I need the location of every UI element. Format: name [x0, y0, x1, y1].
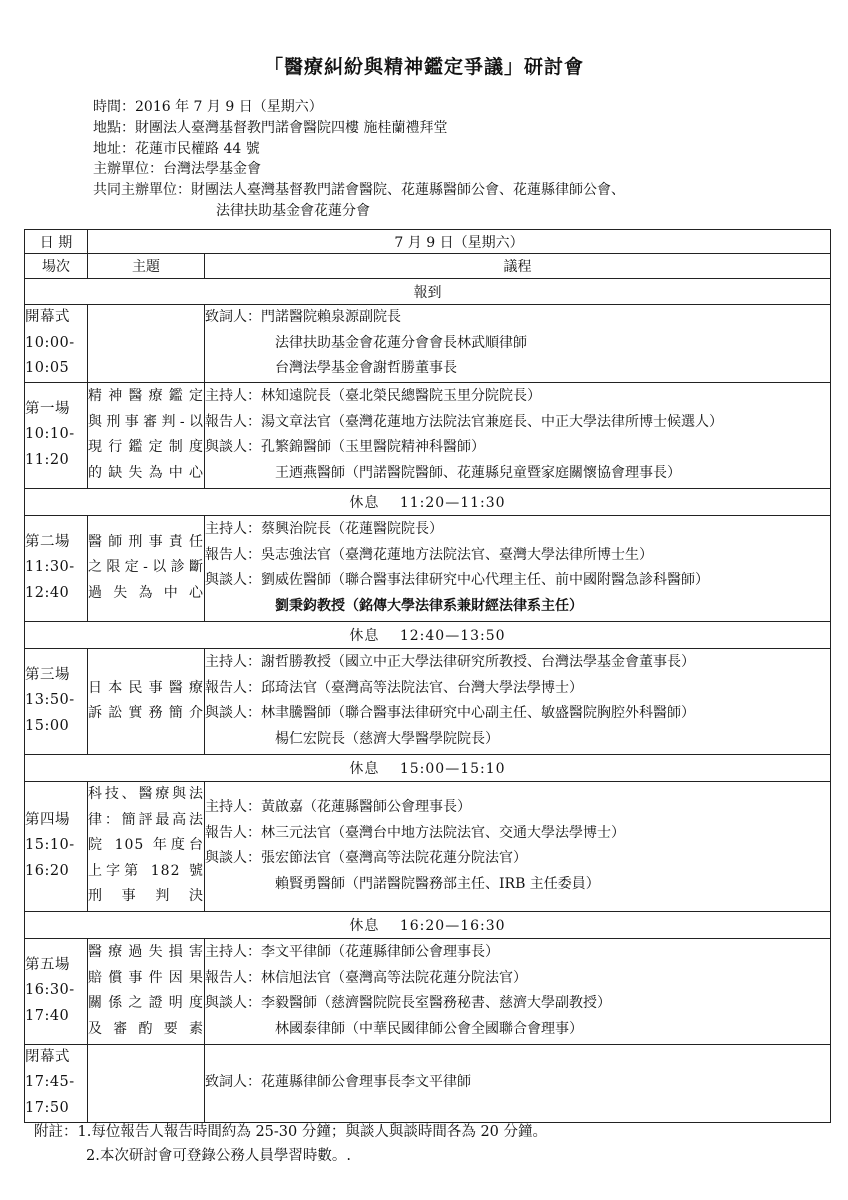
closing-agenda: 致詞人：花蓮縣律師公會理事長李文平律師 [205, 1044, 831, 1122]
event-organizer: 主辦單位：台灣法學基金會 [93, 161, 261, 178]
table-row-session-1 [25, 382, 831, 488]
break-2: 休息 12:40—13:50 [25, 621, 831, 648]
table-row-break-1 [25, 488, 831, 515]
table-row-registration [25, 279, 831, 305]
event-address: 地址：花蓮市民權路 44 號 [93, 140, 260, 157]
session-5-topic: 醫療過失損害 賠償事件因果 關係之證明度 及審酌要素 [88, 938, 205, 1044]
event-co-organizers: 共同主辦單位：財團法人臺灣基督教門諾會醫院、花蓮縣醫師公會、花蓮縣律師公會、 [93, 182, 625, 199]
session-2-label: 第二場 11:30- 12:40 [25, 515, 88, 621]
session-1-agenda: 主持人：林知遠院長（臺北榮民總醫院玉里分院院長） 報告人：湯文章法官（臺灣花蓮地方法院法官兼庭長、中正大學法律所博士候選人） 與談人：孔繁錦醫師（玉里醫院精神科醫師） 王迺燕醫師（門諾醫院醫師、花蓮縣兒童暨家庭關懷協會理事長） [205, 382, 831, 488]
table-row-break-2 [25, 621, 831, 648]
session-1-label: 第一場 10:10- 11:20 [25, 382, 88, 488]
event-time: 時間：2016 年 7 月 9 日（星期六） [93, 99, 323, 115]
table-row-closing [25, 1044, 831, 1122]
session-3-agenda: 主持人：謝哲勝教授（國立中正大學法律研究所教授、台灣法學基金會董事長） 報告人：邱琦法官（臺灣高等法院法官、台灣大學法學博士） 與談人：林聿騰醫師（聯合醫事法律研究中心副主任、敏盛醫院胸腔外科醫師） 楊仁宏院長（慈濟大學醫學院院長） [205, 648, 831, 754]
session-4-label: 第四場 15:10- 16:20 [25, 781, 88, 911]
registration-cell: 報到 [25, 279, 831, 305]
session-1-topic: 精神醫療鑑定 與刑事審判-以 現行鑑定制度 的缺失為中心 [88, 382, 205, 488]
topic-header: 主題 [88, 254, 205, 279]
opening-agenda: 致詞人：門諾醫院賴泉源副院長 法律扶助基金會花蓮分會會長林武順律師 台灣法學基金會謝哲勝董事長 [205, 305, 831, 383]
table-row-session-4 [25, 781, 831, 911]
event-co-organizers-cont: 法律扶助基金會花蓮分會 [216, 202, 370, 219]
opening-topic [88, 305, 205, 383]
table-row-break-3 [25, 754, 831, 781]
table-row-break-4 [25, 911, 831, 938]
session-5-agenda: 主持人：李文平律師（花蓮縣律師公會理事長） 報告人：林信旭法官（臺灣高等法院花蓮分院法官） 與談人：李毅醫師（慈濟醫院院長室醫務秘書、慈濟大學副教授） 林國泰律師（中華民國律師公會全國聯合會理事） [205, 938, 831, 1044]
table-row-header [25, 254, 831, 279]
footnotes [34, 1120, 547, 1168]
break-1: 休息 11:20—11:30 [25, 488, 831, 515]
closing-topic [88, 1044, 205, 1122]
session-header: 場次 [25, 254, 88, 279]
table-row-session-5 [25, 938, 831, 1044]
break-3: 休息 15:00—15:10 [25, 754, 831, 781]
session-2-agenda: 主持人：蔡興治院長（花蓮醫院院長） 報告人：吳志強法官（臺灣花蓮地方法院法官、臺灣大學法律所博士生） 與談人：劉威佐醫師（聯合醫事法律研究中心代理主任、前中國附醫急診科醫師） 劉秉鈞教授（銘傳大學法律系兼財經法律系主任） [205, 515, 831, 621]
session-3-topic: 日本民事醫療 訴訟實務簡介 [88, 648, 205, 754]
agenda-header: 議程 [205, 254, 831, 279]
footnote-1: 附註：1.每位報告人報告時間約為 25-30 分鐘；與談人與談時間各為 20 分鐘。 [34, 1124, 548, 1140]
break-4: 休息 16:20—16:30 [25, 911, 831, 938]
event-info [93, 97, 625, 222]
page-title: 「醫療糾紛與精神鑑定爭議」研討會 [263, 56, 584, 78]
schedule-table [24, 229, 831, 1123]
session-2-topic: 醫師刑事責任 之限定-以診斷 過失為中心 [88, 515, 205, 621]
closing-session: 閉幕式 17:45- 17:50 [25, 1044, 88, 1122]
table-row-session-3 [25, 648, 831, 754]
event-venue: 地點：財團法人臺灣基督教門諾會醫院四樓 施桂蘭禮拜堂 [93, 119, 448, 136]
session-4-agenda: 主持人：黃啟嘉（花蓮縣醫師公會理事長） 報告人：林三元法官（臺灣台中地方法院法官、交通大學法學博士） 與談人：張宏節法官（臺灣高等法院花蓮分院法官） 賴賢勇醫師（門諾醫院醫務部主任、IRB 主任委員） [205, 781, 831, 911]
footnote-2: 2.本次研討會可登錄公務人員學習時數。. [86, 1148, 351, 1164]
table-row-date [25, 230, 831, 254]
opening-session: 開幕式 10:00- 10:05 [25, 305, 88, 383]
date-label: 日 期 [25, 230, 88, 254]
table-row-opening [25, 305, 831, 383]
table-row-session-2 [25, 515, 831, 621]
date-value: 7 月 9 日（星期六） [88, 230, 831, 254]
session-4-topic: 科技、醫療與法 律：簡評最高法 院 105 年度台 上字第 182 號 刑事判決 [88, 781, 205, 911]
session-3-label: 第三場 13:50- 15:00 [25, 648, 88, 754]
session-5-label: 第五場 16:30- 17:40 [25, 938, 88, 1044]
